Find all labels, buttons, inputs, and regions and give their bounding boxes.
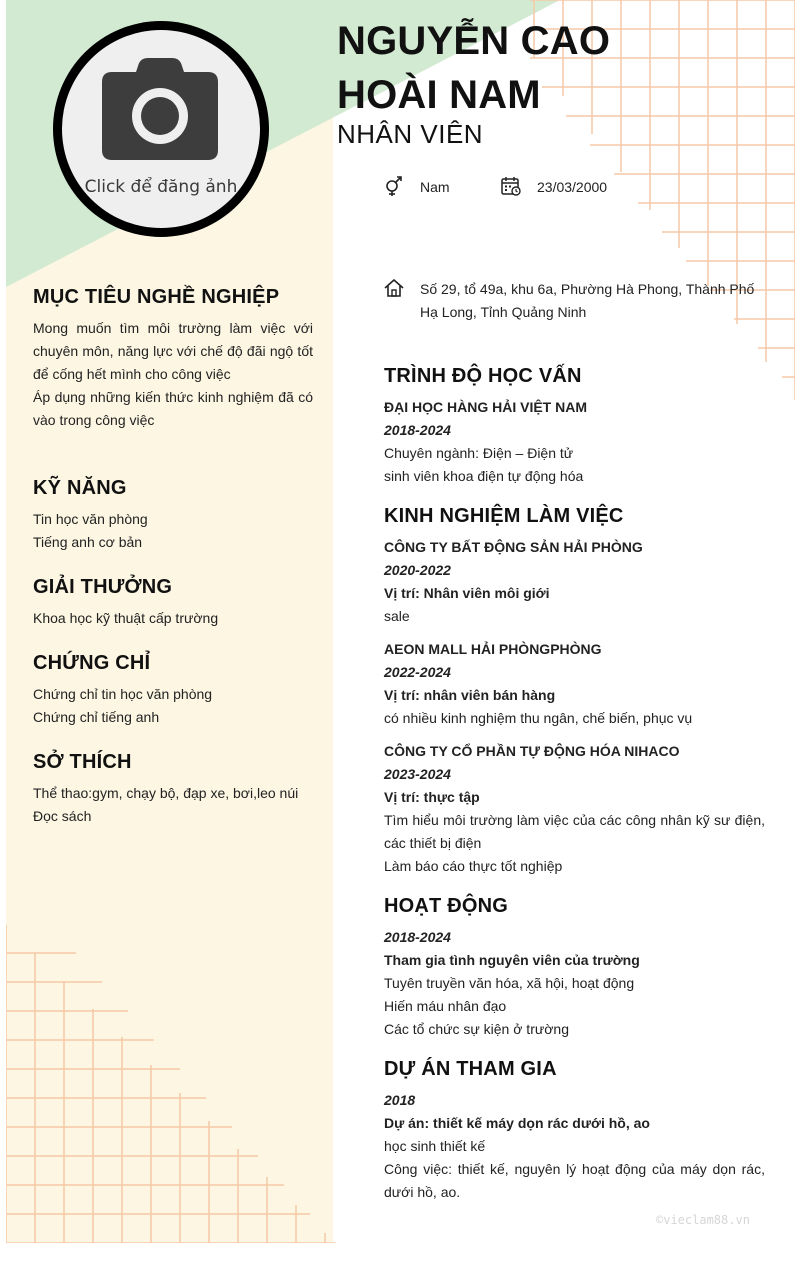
job-entry xyxy=(384,638,765,730)
company-name: CÔNG TY CỔ PHẦN TỰ ĐỘNG HÓA NIHACO xyxy=(384,743,680,759)
name-line-1: NGUYỄN CAO xyxy=(337,19,611,63)
watermark: ©vieclam88.vn xyxy=(656,1213,750,1227)
avatar-upload[interactable] xyxy=(53,21,269,237)
gender-row xyxy=(384,176,484,200)
name-line-2: HOÀI NAM xyxy=(337,73,541,117)
certificate-item: Chứng chỉ tin học văn phòng xyxy=(33,686,213,702)
objective-line-1: Mong muốn tìm môi trường làm việc với chuyên môn, năng lực với chế độ đãi ngộ tốt để cống hết mình cho công việc xyxy=(33,320,313,382)
activity-period: 2018-2024 xyxy=(384,929,451,945)
avatar-caption: Click để đăng ảnh xyxy=(84,177,238,197)
job-period: 2020-2022 xyxy=(384,562,451,578)
activity-role: Tham gia tình nguyên viên của trường xyxy=(384,952,640,968)
school-name: ĐẠI HỌC HÀNG HẢI VIỆT NAM xyxy=(384,399,587,415)
certificate-item: Chứng chỉ tiếng anh xyxy=(33,709,160,725)
section-heading: MỤC TIÊU NGHỀ NGHIỆP xyxy=(33,286,280,308)
job-title: NHÂN VIÊN xyxy=(337,119,484,149)
job-description: sale xyxy=(384,608,410,624)
birthdate-value: 23/03/2000 xyxy=(537,179,608,195)
activity-item: Các tổ chức sự kiện ở trường xyxy=(384,1021,569,1037)
skill-item: Tiếng anh cơ bản xyxy=(33,534,143,550)
section-heading: GIẢI THƯỞNG xyxy=(33,576,173,598)
skill-item: Tin học văn phòng xyxy=(33,511,148,527)
company-name: CÔNG TY BẤT ĐỘNG SẢN HẢI PHÒNG xyxy=(384,539,643,555)
job-description: Tìm hiểu môi trường làm việc của các công nhân kỹ sư điện, các thiết bị điện xyxy=(384,812,765,851)
section-heading: SỞ THÍCH xyxy=(33,751,132,773)
project-role: học sinh thiết kế xyxy=(384,1138,486,1154)
address-value: Số 29, tổ 49a, khu 6a, Phường Hà Phong, Thành Phố Hạ Long, Tỉnh Quảng Ninh xyxy=(420,281,755,320)
education-detail: sinh viên khoa điện tự động hóa xyxy=(384,468,584,484)
birthdate-row xyxy=(501,176,641,200)
certificates-section xyxy=(33,652,313,729)
activity-item: Tuyên truyền văn hóa, xã hội, hoạt động xyxy=(384,975,635,991)
avatar-placeholder[interactable] xyxy=(62,30,260,228)
section-heading: CHỨNG CHỈ xyxy=(33,652,151,674)
company-name: AEON MALL HẢI PHÒNGPHÒNG xyxy=(384,641,602,657)
grid-pattern-bottom-left xyxy=(6,925,336,1243)
job-position: Vị trí: thực tập xyxy=(384,789,480,805)
hobby-item: Đọc sách xyxy=(33,808,92,824)
projects-section xyxy=(384,1058,765,1204)
skills-section xyxy=(33,477,313,554)
hobbies-section xyxy=(33,751,313,828)
education-section xyxy=(384,365,765,488)
address-row xyxy=(384,278,765,326)
hobby-item: Thể thao:gym, chạy bộ, đạp xe, bơi,leo núi xyxy=(33,785,299,801)
section-heading: DỰ ÁN THAM GIA xyxy=(384,1058,557,1080)
award-item: Khoa học kỹ thuật cấp trường xyxy=(33,610,219,626)
experience-section xyxy=(384,505,765,888)
section-heading: HOẠT ĐỘNG xyxy=(384,895,509,917)
education-detail: Chuyên ngành: Điện – Điện tử xyxy=(384,445,574,461)
awards-section xyxy=(33,576,313,630)
section-heading: KINH NGHIỆM LÀM VIỆC xyxy=(384,505,624,527)
full-name xyxy=(337,14,610,122)
job-position: Vị trí: nhân viên bán hàng xyxy=(384,687,556,703)
project-period: 2018 xyxy=(384,1092,416,1108)
section-heading: TRÌNH ĐỘ HỌC VẤN xyxy=(384,365,582,387)
gender-value: Nam xyxy=(420,179,450,195)
career-objective-section xyxy=(33,286,313,432)
gender-icon xyxy=(384,176,404,196)
project-description: Công việc: thiết kế, nguyên lý hoạt động của máy dọn rác, dưới hồ, ao. xyxy=(384,1161,765,1200)
job-description: Làm báo cáo thực tốt nghiệp xyxy=(384,858,563,874)
calendar-icon xyxy=(501,176,521,196)
activity-item: Hiến máu nhân đạo xyxy=(384,998,507,1014)
job-period: 2022-2024 xyxy=(384,664,451,680)
activities-section xyxy=(384,895,765,1041)
project-name: Dự án: thiết kế máy dọn rác dưới hồ, ao xyxy=(384,1115,650,1131)
job-entry xyxy=(384,536,765,628)
section-heading: KỸ NĂNG xyxy=(33,477,127,499)
home-icon xyxy=(384,278,404,298)
job-entry xyxy=(384,740,765,878)
job-description: có nhiều kinh nghiệm thu ngân, chế biến, phục vụ xyxy=(384,710,693,726)
education-period: 2018-2024 xyxy=(384,422,451,438)
job-period: 2023-2024 xyxy=(384,766,451,782)
job-position: Vị trí: Nhân viên môi giới xyxy=(384,585,550,601)
objective-line-2: Áp dụng những kiến thức kinh nghiệm đã có vào trong công việc xyxy=(33,389,313,428)
camera-icon xyxy=(100,58,220,162)
